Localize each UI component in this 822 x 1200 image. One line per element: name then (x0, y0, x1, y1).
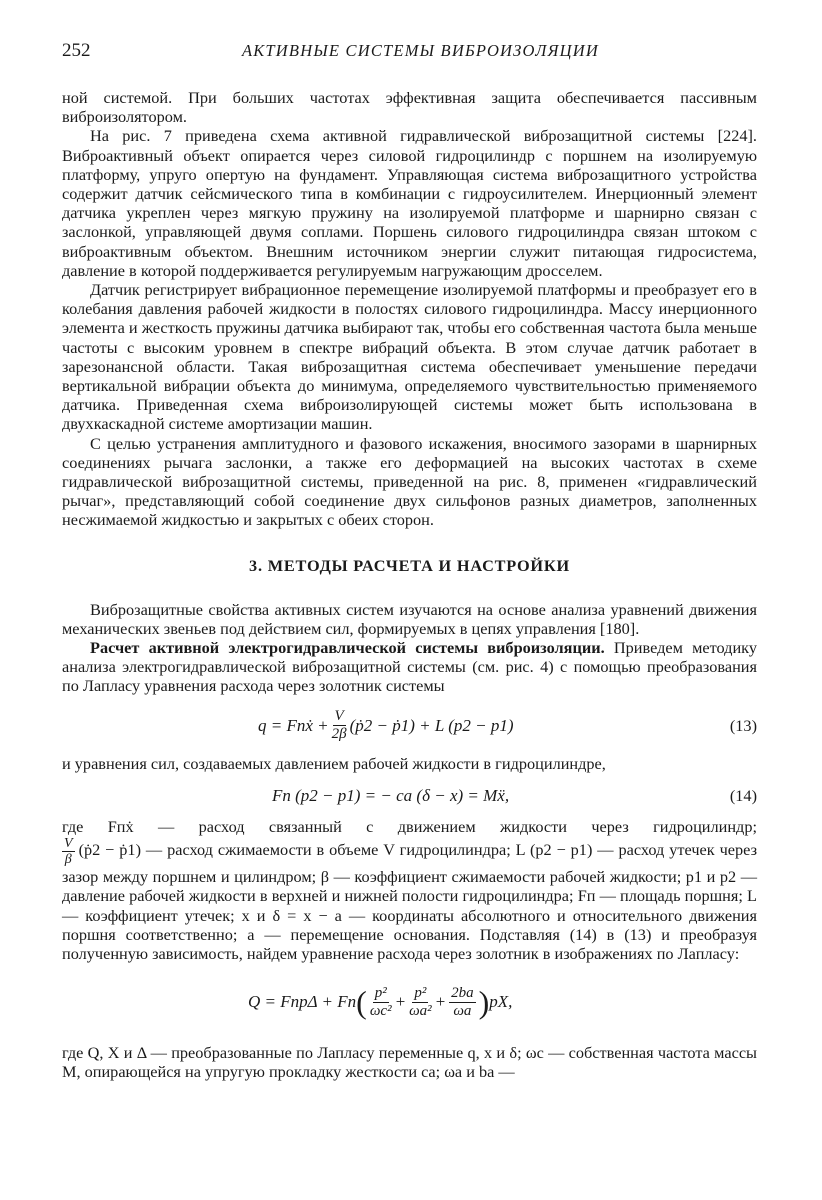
eq15-left: Q = FпpΔ + Fп (248, 992, 357, 1012)
left-paren: ( (356, 984, 367, 1021)
eq15-f1-num: p² (374, 984, 387, 1001)
plus-sign: + (394, 992, 407, 1012)
paragraph: Датчик регистрирует вибрационное перемещение изолируемой платформы и преобразует его в колебания давления рабочей жидкости в полостях силового гидроцилиндра. Массу инерционного элемента и жесткость пружины датчика выбирают так, чтобы его собственная частота была меньше частоты с высоким уровнем в спектре вибраций объекта. В этом случае датчик работает в зарезонансной области. Такая виброзащитная система обеспечивает уменьшение передачи вертикальной вибрации объекта до минимума, определяемого чувствительностью применяемого датчика. Приведенная схема виброизолирующей системы может быть использована в двухкаскадной системе амортизации машин. (62, 280, 757, 434)
plus-sign: + (434, 992, 447, 1012)
running-title: АКТИВНЫЕ СИСТЕМЫ ВИБРОИЗОЛЯЦИИ (242, 41, 600, 60)
document-page (62, 40, 757, 1082)
paragraph: где Fпẋ — расход связанный с движением жидкости через гидроцилиндр; (62, 816, 757, 836)
paragraph: и уравнения сил, создаваемых давлением рабочей жидкости в гидроцилиндре, (62, 753, 606, 773)
section-heading: 3. МЕТОДЫ РАСЧЕТА И НАСТРОЙКИ (249, 555, 570, 575)
eq15-f2-den: ωa² (409, 1002, 432, 1019)
right-paren: ) (478, 984, 490, 1021)
equation-15 (62, 975, 757, 1029)
inline-frac-den: β (64, 852, 72, 868)
eq15-f3-num: 2ba (451, 984, 474, 1001)
text-run: (ṗ2 − ṗ1) — расход сжимаемости в объеме V гидроцилиндра; L (p2 − p1) — расход утечек через зазор между поршнем и цилиндром; β — коэффициент сжимаемости рабочей жидкости; p1 и p2 — давление рабочей жидкости в верхней и нижней полости гидроцилиндра; Fп — площадь поршня; L — коэффициент утечек; x и δ = x − a — координаты абсолютного и относительного движения поршня соответственно; a — перемещение основания. Подставляя (14) в (13) и преобразуя полученную зависимость, найдем уравнение расхода через золотник в изображениях по Лапласу: (62, 840, 757, 963)
bold-run: Расчет активной электрогидравлической системы виброизоляции. (90, 638, 605, 658)
text-run: Приведем методику анализа электрогидравлической виброзащитной системы (см. рис. 4) с помощью преобразования по Лапласу уравнения расхода через золотник системы (62, 638, 757, 696)
inline-fraction (62, 836, 75, 867)
page-number: 252 (62, 40, 91, 61)
eq15-f1-den: ωc² (369, 1002, 392, 1019)
eq14-body: Fп (p2 − p1) = − ca (δ − x) = Mẍ, (272, 785, 510, 805)
page-header (62, 40, 757, 74)
paragraph: где Q, X и Δ — преобразованные по Лапласу переменные q, x и δ; ωc — собственная частота массы M, опирающейся на упругую прокладку жесткости ca; ωa и ba — (62, 1043, 757, 1082)
paragraph: На рис. 7 приведена схема активной гидравлической виброзащитной системы [224]. Виброактивный объект опирается через силовой гидроцилиндр с поршнем на изолируемую платформу, упруго опертую на фундамент. Управляющая система виброзащитного устройства содержит датчик сейсмического типа в комбинации с гидроусилителем. Инерционный элемент датчика укреплен через мягкую пружину на изолируемой платформе и шарнирно связан с заслонкой, управляющей двумя соплами. Поршень силового гидроцилиндра связан штоком с виброактивным объектом. Внешним источником энергии служит питающая гидросистема, давление в которой поддерживается регулируемым нагружающим дросселем. (62, 126, 757, 280)
eq13-number: (13) (729, 715, 757, 735)
inline-frac-num: V (64, 836, 73, 852)
paragraph: С целью устранения амплитудного и фазового искажения, вносимого зазорами в шарнирных соединениях рычага заслонки, а также его деформацией на высоких частотах в схеме гидравлической виброзащитной системы, приведенной на рис. 8, применен «гидравлический рычаг», представляющий собой соединение двух сильфонов разных диаметров, заполненных несжимаемой жидкостью и закрытых с обеих сторон. (62, 433, 757, 530)
eq14-number: (14) (729, 785, 757, 805)
eq13-fraction (332, 708, 347, 743)
eq15-fraction-3 (449, 985, 476, 1020)
paragraph (62, 638, 757, 696)
equation-14 (62, 781, 757, 811)
paragraph: Виброзащитные свойства активных систем изучаются на основе анализа уравнений движения механических звеньев под действием сил, формируемых в цепях управления [180]. (62, 599, 757, 638)
eq13-left: q = Fпẋ + (258, 715, 329, 735)
paragraph (62, 836, 757, 963)
eq15-right: pX, (489, 992, 513, 1012)
eq15-f3-den: ωa (453, 1002, 472, 1019)
eq15-f2-num: p² (414, 984, 427, 1001)
eq13-right: (ṗ2 − ṗ1) + L (p2 − p1) (349, 715, 514, 735)
eq13-frac-den: 2β (331, 726, 347, 743)
eq15-fraction-2 (409, 985, 432, 1020)
paragraph: ной системой. При больших частотах эффективная защита обеспечивается пассивным виброизолятором. (62, 88, 757, 127)
equation-13 (62, 704, 757, 748)
eq13-frac-num: V (334, 708, 344, 725)
eq15-fraction-1 (370, 985, 392, 1020)
